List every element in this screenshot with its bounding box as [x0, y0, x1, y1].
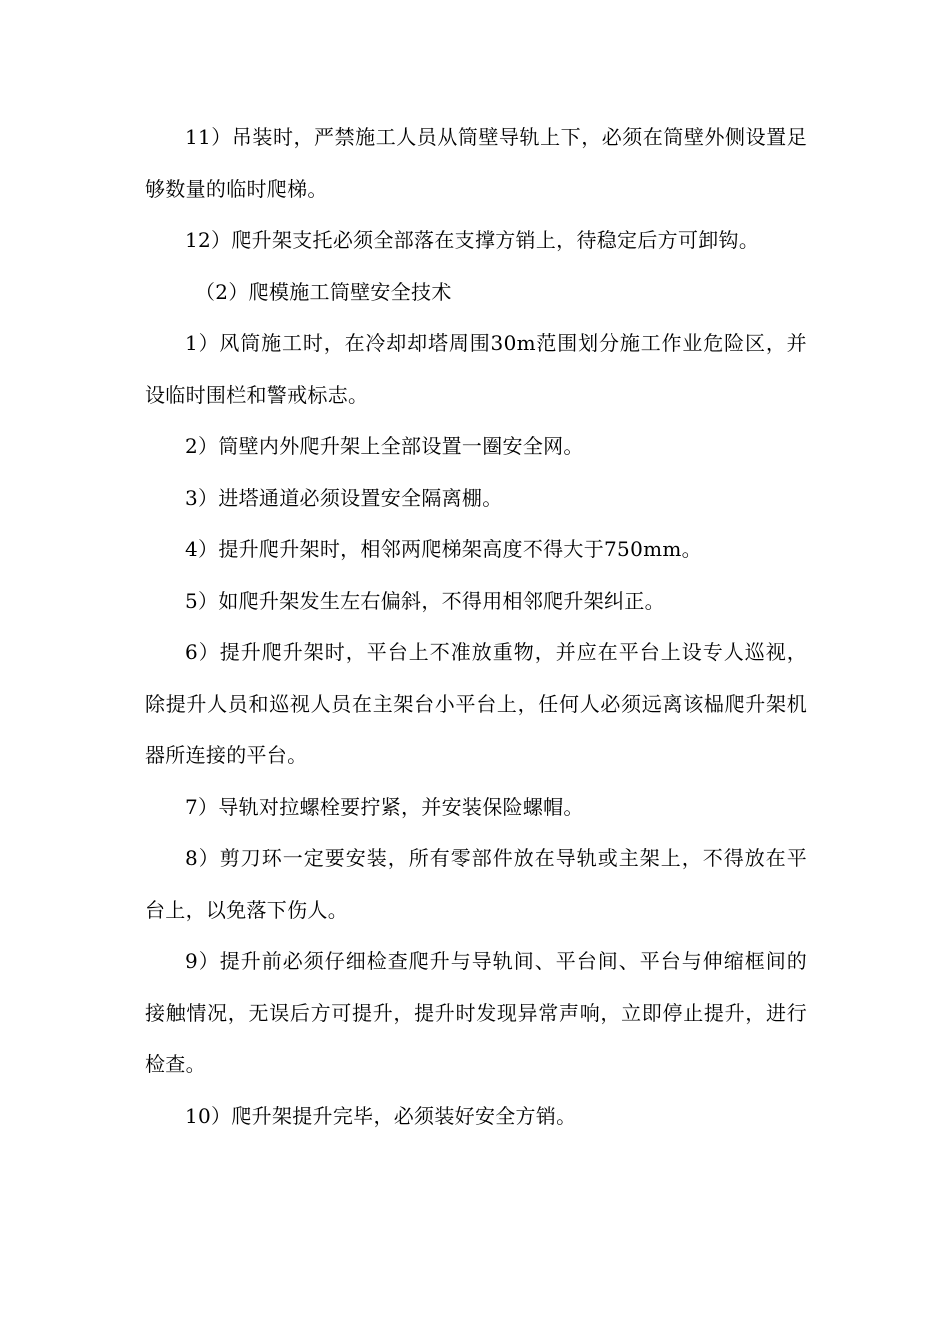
paragraph-item-1: 1）风筒施工时，在冷却却塔周围30m范围划分施工作业危险区，并设临时围栏和警戒标志。: [145, 331, 807, 407]
section-heading: （2）爬模施工筒壁安全技术: [195, 279, 452, 304]
paragraph-item-8: 8）剪刀环一定要安装，所有零部件放在导轨或主架上，不得放在平台上，以免落下伤人。: [145, 846, 807, 922]
paragraph-item-10: 10）爬升架提升完毕，必须装好安全方销。: [185, 1103, 577, 1128]
paragraph-item-6: 6）提升爬升架时，平台上不准放重物，并应在平台上设专人巡视，除提升人员和巡视人员在主架台小平台上，任何人必须远离该榀爬升架机器所连接的平台。: [145, 640, 807, 767]
paragraph-item-4: 4）提升爬升架时，相邻两爬梯架高度不得大于750mm。: [185, 537, 702, 561]
paragraph-item-12: 12）爬升架支托必须全部落在支撑方销上，待稳定后方可卸钩。: [185, 228, 760, 252]
paragraph-item-9: 9）提升前必须仔细检查爬升与导轨间、平台间、平台与伸缩框间的接触情况，无误后方可提升，提升时发现异常声响，立即停止提升，进行检查。: [145, 949, 807, 1076]
paragraph-item-2: 2）筒壁内外爬升架上全部设置一圈安全网。: [185, 434, 584, 458]
paragraph-item-3: 3）进塔通道必须设置安全隔离棚。: [185, 485, 503, 510]
document-body: [145, 112, 807, 1142]
paragraph-item-7: 7）导轨对拉螺栓要拧紧，并安装保险螺帽。: [185, 794, 584, 819]
paragraph-item-5: 5）如爬升架发生左右偏斜，不得用相邻爬升架纠正。: [185, 588, 665, 613]
paragraph-item-11: 11）吊装时，严禁施工人员从筒壁导轨上下，必须在筒壁外侧设置足够数量的临时爬梯。: [145, 125, 807, 201]
